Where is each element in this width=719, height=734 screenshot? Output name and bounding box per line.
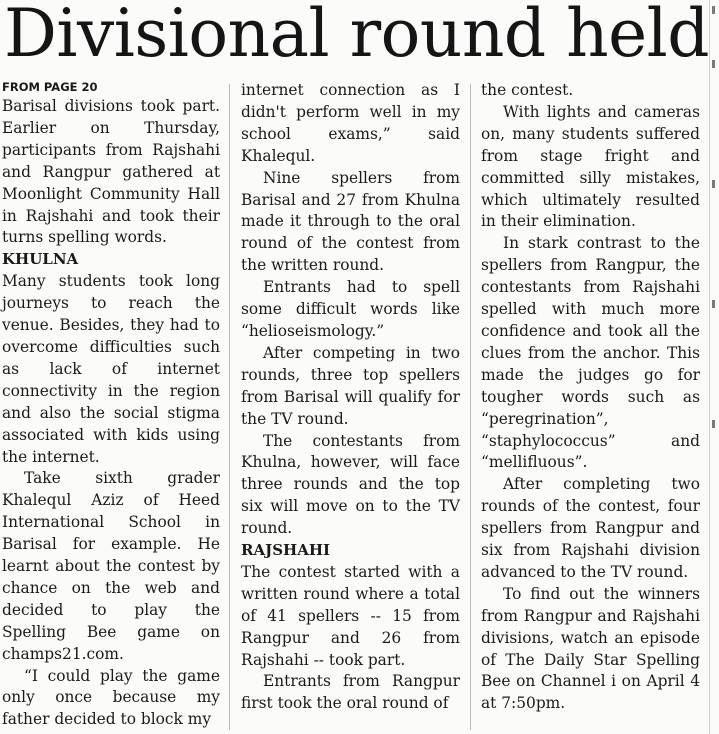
article-column-2: [241, 80, 460, 715]
paragraph: To find out the winners from Rangpur and Rajshahi divisions, watch an episode of The Daily Star Spelling Bee on Channel i on April 4 at 7:50pm.: [481, 584, 700, 713]
edge-mark: [712, 180, 715, 188]
paragraph: Take sixth grader Khalequl Aziz of Heed International School in Barisal for example. He learnt about the contest by chance on the web and decided to play the Spelling Bee game on champs21.com.: [2, 469, 220, 663]
paragraph: After completing two rounds of the contest, four spellers from Rangpur and six from Rajshahi division advanced to the TV round.: [481, 475, 700, 581]
paragraph: In stark contrast to the spellers from Rangpur, the contestants from Rajshahi spelled with much more confidence and took all the clues from the anchor. This made the judges go for tougher words such as “peregrination”, “staphylococcus” and “mellifluous”.: [481, 234, 700, 472]
paragraph: The contestants from Khulna, however, will face three rounds and the top six will move on to the TV round.: [241, 431, 460, 538]
column-divider: [229, 84, 230, 730]
paragraph: Entrants had to spell some difficult words like “helioseismology.”: [241, 278, 460, 340]
subheading-rajshahi: RAJSHAHI: [241, 541, 331, 560]
column-divider: [470, 84, 471, 730]
paragraph: internet connection as I didn't perform well in my school exams,” said Khalequl.: [241, 81, 460, 165]
paragraph: Many students took long journeys to reach the venue. Besides, they had to overcome difficulties such as lack of internet connectivity in the region and also the social stigma associated with kids using the internet.: [2, 272, 220, 466]
article-column-1: [2, 80, 220, 731]
paragraph: the contest.: [481, 81, 574, 99]
headline: Divisional round held: [4, 0, 710, 72]
page-edge-line: [709, 0, 710, 734]
edge-mark: [712, 60, 715, 68]
paragraph: “I could play the game only once because my father decided to block my: [2, 666, 220, 729]
paragraph: Nine spellers from Barisal and 27 from Khulna made it through to the oral round of the contest from the written round.: [241, 168, 460, 275]
continuation-label: FROM PAGE 20: [2, 80, 98, 94]
paragraph: With lights and cameras on, many students suffered from stage fright and committed silly mistakes, which ultimately resulted in their elimination.: [481, 102, 700, 231]
edge-mark: [712, 300, 715, 308]
paragraph: Entrants from Rangpur first took the oral round of: [241, 672, 460, 713]
paragraph: Barisal divisions took part. Earlier on Thursday, participants from Rajshahi and Rangpur gathered at Moonlight Community Hall in Rajshahi and took their turns spelling words.: [2, 97, 220, 247]
paragraph: After competing in two rounds, three top spellers from Barisal will qualify for the TV round.: [241, 343, 460, 428]
subheading-khulna: KHULNA: [2, 250, 79, 269]
edge-mark: [712, 6, 715, 14]
article-column-3: [481, 80, 700, 715]
paragraph: The contest started with a written round where a total of 41 spellers -- 15 from Rangpur and 26 from Rajshahi -- took part.: [241, 562, 460, 669]
edge-mark: [712, 420, 715, 428]
